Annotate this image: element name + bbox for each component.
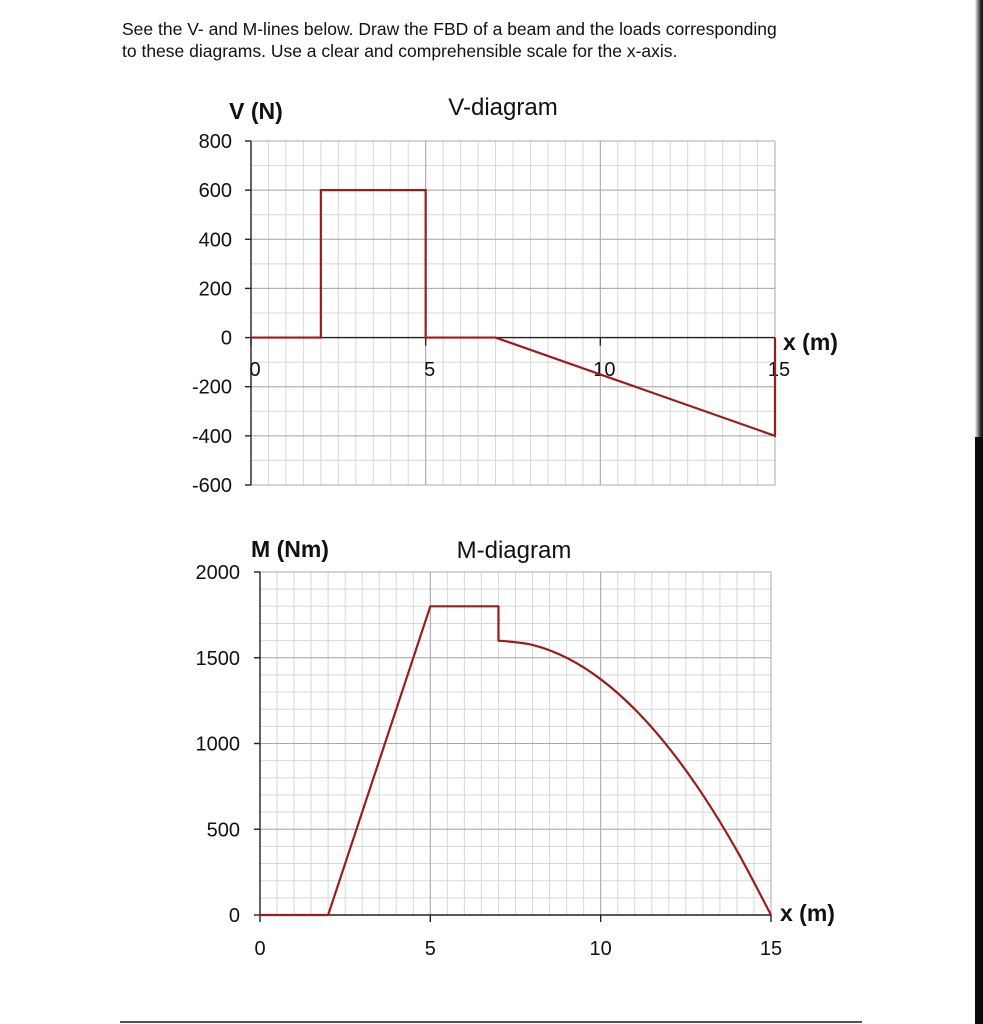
v-y-tick-label: -200: [191, 376, 232, 399]
m-x-axis-label: x (m): [780, 900, 835, 926]
v-x-tick-label: 5: [424, 359, 436, 381]
v-x-axis-label: x (m): [783, 329, 838, 355]
m-y-tick-label: 0: [228, 905, 240, 927]
m-x-tick-label: 15: [759, 938, 783, 960]
m-y-tick-label: 1000: [195, 733, 240, 756]
m-y-tick-label: 500: [206, 819, 240, 842]
bottom-divider: [120, 1021, 862, 1023]
v-y-tick-label: 200: [198, 278, 232, 301]
m-y-tick-label: 2000: [195, 562, 240, 584]
v-diagram-chart: [0, 90, 900, 510]
m-x-tick-label: 10: [589, 938, 612, 960]
m-chart-title: M-diagram: [456, 537, 572, 564]
v-x-tick-label: 10: [593, 359, 616, 381]
v-y-tick-label: 400: [198, 229, 232, 252]
v-y-tick-label: -600: [191, 475, 232, 497]
v-chart-title: V-diagram: [448, 94, 558, 121]
question-text: [122, 18, 882, 62]
m-x-tick-label: 0: [254, 938, 266, 960]
m-x-tick-label: 5: [424, 938, 436, 960]
m-y-tick-label: 1500: [195, 647, 240, 670]
v-y-tick-label: 0: [220, 327, 232, 350]
v-y-tick-label: 800: [198, 131, 232, 153]
question-line-2: to these diagrams. Use a clear and comprehensible scale for the x-axis.: [122, 41, 678, 61]
v-y-tick-label: 600: [198, 180, 232, 203]
m-y-axis-label: M (Nm): [251, 536, 329, 562]
page-edge-dark: [975, 437, 983, 1024]
m-diagram-chart: [0, 530, 900, 970]
v-y-tick-label: -400: [191, 425, 232, 448]
v-x-tick-label: 15: [767, 359, 791, 381]
v-y-axis-label: V (N): [229, 98, 283, 124]
question-line-1: See the V- and M-lines below. Draw the FBD of a beam and the loads corresponding: [122, 19, 777, 39]
v-x-tick-label: 0: [249, 359, 261, 381]
